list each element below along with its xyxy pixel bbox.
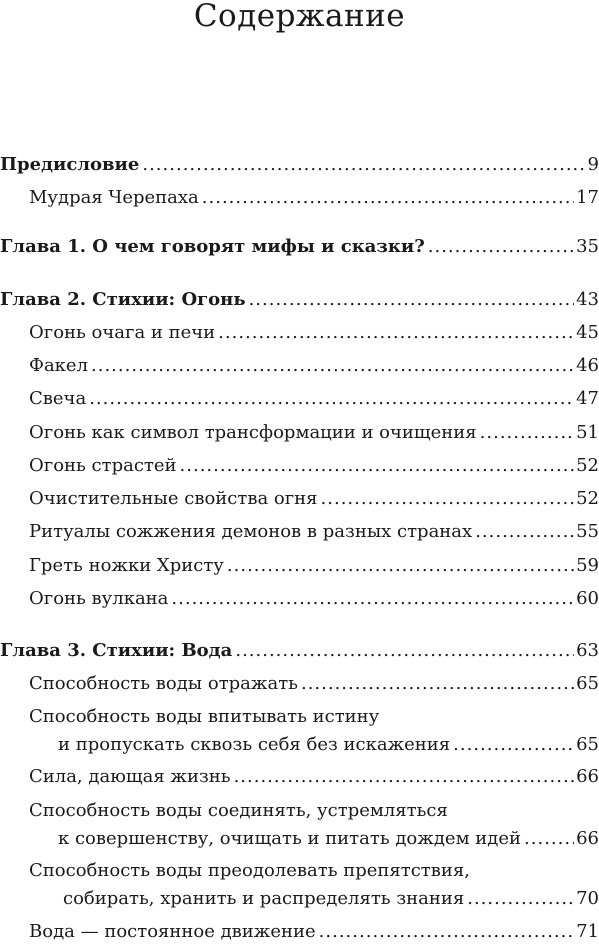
toc-entry-water-overcome[interactable]: [0, 861, 599, 909]
dot-leader: [301, 674, 574, 694]
dot-leader: [467, 889, 574, 909]
toc-entry-title: Мудрая Черепаха: [29, 187, 199, 208]
toc-entry-chapter-2[interactable]: [0, 290, 599, 310]
toc-entry-title: Огонь как символ трансформации и очищения: [29, 422, 477, 443]
toc-entry-torch[interactable]: [0, 356, 599, 376]
dot-leader: [180, 456, 575, 476]
dot-leader: [249, 290, 575, 310]
dot-leader: [319, 922, 574, 942]
toc-page-number: 45: [576, 322, 599, 343]
dot-leader: [524, 829, 574, 849]
toc-page-number: 60: [576, 588, 599, 609]
toc-entry-title: Сила, дающая жизнь: [29, 766, 231, 787]
toc-page-number: 52: [576, 455, 599, 476]
toc-entry-purifying-fire[interactable]: [0, 489, 599, 509]
toc-page-number: 66: [576, 828, 599, 849]
toc-entry-fire-transformation[interactable]: [0, 423, 599, 443]
toc-page-number: 47: [576, 388, 599, 409]
toc-entry-title-line-1: Способность воды впитывать истину: [29, 706, 380, 727]
toc-page-number: 51: [576, 422, 599, 443]
toc-entry-title: Глава 2. Стихии: Огонь: [0, 289, 246, 310]
toc-entry-candle[interactable]: [0, 389, 599, 409]
toc-page-number: 9: [587, 154, 599, 175]
dot-leader: [227, 556, 574, 576]
toc-page-number: 71: [576, 921, 599, 942]
dot-leader: [321, 489, 575, 509]
toc-entry-title: Глава 3. Стихии: Вода: [0, 640, 233, 661]
toc-page-number: 63: [576, 640, 599, 661]
dot-leader: [453, 735, 574, 755]
page-title: Содержание: [193, 0, 406, 34]
toc-page-number: 59: [576, 555, 599, 576]
toc-entry-water-absorb[interactable]: [0, 707, 599, 755]
toc-page-number: 52: [576, 488, 599, 509]
dot-leader: [89, 389, 574, 409]
toc-entry-title: Предисловие: [0, 154, 140, 175]
toc-entry-title: Греть ножки Христу: [29, 555, 224, 576]
dot-leader: [480, 423, 574, 443]
toc-entry-volcano-fire[interactable]: [0, 589, 599, 609]
toc-entry-water-reflect[interactable]: [0, 674, 599, 694]
toc-entry-demon-burning[interactable]: [0, 522, 599, 542]
toc-page-number: 65: [576, 734, 599, 755]
toc-entry-water-motion[interactable]: [0, 922, 599, 942]
toc-page-number: 17: [576, 187, 599, 208]
toc-entry-title: Ритуалы сожжения демонов в разных странах: [29, 521, 473, 542]
toc-entry-fire-of-passions[interactable]: [0, 456, 599, 476]
toc-page-number: 65: [576, 673, 599, 694]
toc-page-number: 66: [576, 766, 599, 787]
toc-entry-title: Способность воды отражать: [29, 673, 298, 694]
toc-entry-title: Свеча: [29, 388, 87, 409]
toc-page-number: 46: [576, 355, 599, 376]
toc-page-number: 70: [576, 888, 599, 909]
toc-entry-chapter-3[interactable]: [0, 641, 599, 661]
dot-leader: [202, 188, 574, 208]
toc-entry-warm-feet[interactable]: [0, 556, 599, 576]
dot-leader: [428, 237, 574, 257]
toc-entry-water-connect[interactable]: [0, 801, 599, 849]
toc-page-number: 35: [576, 236, 599, 257]
toc-entry-preface[interactable]: [0, 155, 599, 175]
toc-entry-chapter-1[interactable]: [0, 237, 599, 257]
toc-entry-title: Факел: [29, 355, 89, 376]
toc-entry-title-line-1: Способность воды соединять, устремляться: [29, 800, 448, 821]
dot-leader: [475, 522, 574, 542]
dot-leader: [235, 641, 574, 661]
toc-entry-title-line-1: Способность воды преодолевать препятствия,: [29, 860, 470, 881]
toc-page-number: 55: [576, 521, 599, 542]
toc-entry-life-force[interactable]: [0, 767, 599, 787]
toc-entry-title-line-2: собирать, хранить и распределять знания: [63, 888, 465, 909]
dot-leader: [171, 589, 574, 609]
toc-entry-title: Огонь вулкана: [29, 588, 169, 609]
dot-leader: [142, 155, 585, 175]
toc-entry-title: Очистительные свойства огня: [29, 488, 318, 509]
toc-page-number: 43: [576, 289, 599, 310]
toc-entry-title: Огонь очага и печи: [29, 322, 216, 343]
toc-entry-hearth-fire[interactable]: [0, 323, 599, 343]
toc-entry-title-line-2: к совершенству, очищать и питать дождем идей: [58, 828, 522, 849]
dot-leader: [234, 767, 575, 787]
toc-entry-title: Огонь страстей: [29, 455, 177, 476]
toc-entry-wise-turtle[interactable]: [0, 188, 599, 208]
toc-entry-title-line-2: и пропускать сквозь себя без искажения: [58, 734, 451, 755]
dot-leader: [218, 323, 574, 343]
toc-entry-title: Вода — постоянное движение: [29, 921, 316, 942]
toc-entry-title: Глава 1. О чем говорят мифы и сказки?: [0, 236, 425, 257]
dot-leader: [91, 356, 574, 376]
